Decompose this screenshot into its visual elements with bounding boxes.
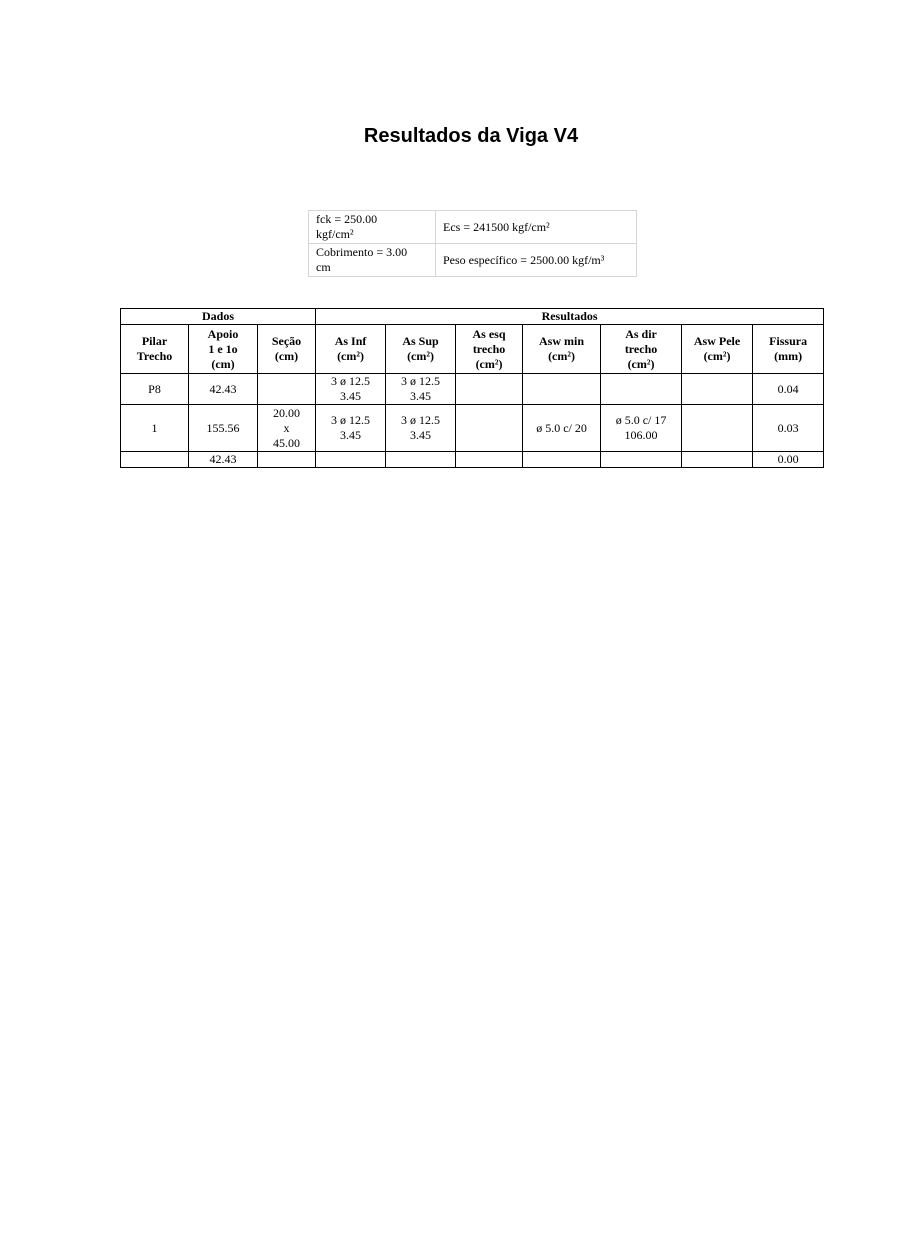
cell-as-esq [456,405,523,452]
cell-line: x [283,420,290,435]
cell-as-dir [601,452,682,468]
group-dados: Dados [121,309,316,325]
header-line: Asw Pele [693,334,741,348]
cell-as-inf [316,374,386,405]
cell-secao [258,452,316,468]
cell-line: 20.00 [273,405,301,420]
cell-pilar: 1 [121,405,189,452]
col-fissura [753,325,824,374]
cell-line: 3.45 [410,428,432,442]
cell-as-sup [386,374,456,405]
group-resultados: Resultados [316,309,824,325]
cell-line: 3 ø 12.5 [331,413,371,427]
cell-line: 3.45 [340,389,362,403]
cell-asw-min: ø 5.0 c/ 20 [523,405,601,452]
cell-line: 3 ø 12.5 [401,374,441,388]
header-line: As Inf [334,334,367,348]
header-line: Fissura [769,334,808,348]
header-line: (cm²) [627,356,655,371]
header-line: (cm) [211,356,235,371]
header-line: (mm) [774,349,803,363]
col-as-sup [386,325,456,374]
cell-line: 3 ø 12.5 [331,374,371,388]
cell-asw-min [523,374,601,405]
col-secao [258,325,316,374]
column-header-row [121,325,824,374]
col-asw-min [523,325,601,374]
header-line: (cm²) [548,349,575,363]
cell-as-inf [316,405,386,452]
col-as-dir-trecho [601,325,682,374]
cell-as-sup [386,452,456,468]
results-table [120,308,824,468]
cell-as-sup [386,405,456,452]
fck-unit: kgf/cm² [316,227,354,241]
ecs-cell: Ecs = 241500 kgf/cm² [436,211,637,244]
parameters-row [309,211,637,244]
cell-secao [258,405,316,452]
header-line: 1 e 1o [208,341,238,356]
peso-especifico-cell: Peso específico = 2500.00 kgf/m³ [436,244,637,277]
col-as-inf [316,325,386,374]
cell-secao [258,374,316,405]
page-title: Resultados da Viga V4 [363,125,579,147]
group-header-row [121,309,824,325]
cell-asw-pele [682,452,753,468]
col-apoio [189,325,258,374]
header-line: trecho [624,341,658,356]
cell-as-inf [316,452,386,468]
cell-line: 106.00 [624,428,658,442]
header-line: As dir [625,326,657,341]
cell-as-esq [456,452,523,468]
cell-as-esq [456,374,523,405]
cell-as-dir [601,374,682,405]
cell-asw-pele [682,374,753,405]
cell-line: 3.45 [410,389,432,403]
header-line: (cm²) [703,349,731,363]
cell-asw-min [523,452,601,468]
cell-line: 3.45 [340,428,362,442]
cell-asw-pele [682,405,753,452]
header-line: (cm) [274,349,299,363]
cell-line: 3 ø 12.5 [401,413,441,427]
header-line: As esq [472,326,506,341]
cell-line: ø 5.0 c/ 17 [615,413,667,427]
cobrimento-value: Cobrimento = 3.00 [316,245,408,259]
cell-line: 45.00 [273,435,301,450]
header-line: Trecho [136,349,173,363]
table-row [121,405,824,452]
col-asw-pele [682,325,753,374]
header-line: Pilar [141,334,168,348]
header-line: Seção [271,334,302,348]
cobrimento-cell [309,244,436,277]
cell-apoio: 42.43 [189,374,258,405]
header-line: trecho [472,341,506,356]
cell-apoio: 42.43 [189,452,258,468]
cell-pilar [121,452,189,468]
parameters-row [309,244,637,277]
cell-fissura: 0.00 [753,452,824,468]
cell-fissura: 0.03 [753,405,824,452]
table-row [121,452,824,468]
col-pilar-trecho [121,325,189,374]
header-line: Apoio [207,326,239,341]
header-line: As Sup [402,334,439,348]
col-as-esq-trecho [456,325,523,374]
cell-as-dir [601,405,682,452]
header-line: Asw min [539,334,585,348]
fck-value: fck = 250.00 [316,212,378,226]
table-row [121,374,824,405]
fck-cell [309,211,436,244]
header-line: (cm²) [407,349,434,363]
header-line: (cm²) [337,349,364,363]
parameters-table [308,210,637,277]
cobrimento-unit: cm [316,260,331,274]
header-line: (cm²) [475,356,503,371]
cell-pilar: P8 [121,374,189,405]
cell-apoio: 155.56 [189,405,258,452]
cell-fissura: 0.04 [753,374,824,405]
